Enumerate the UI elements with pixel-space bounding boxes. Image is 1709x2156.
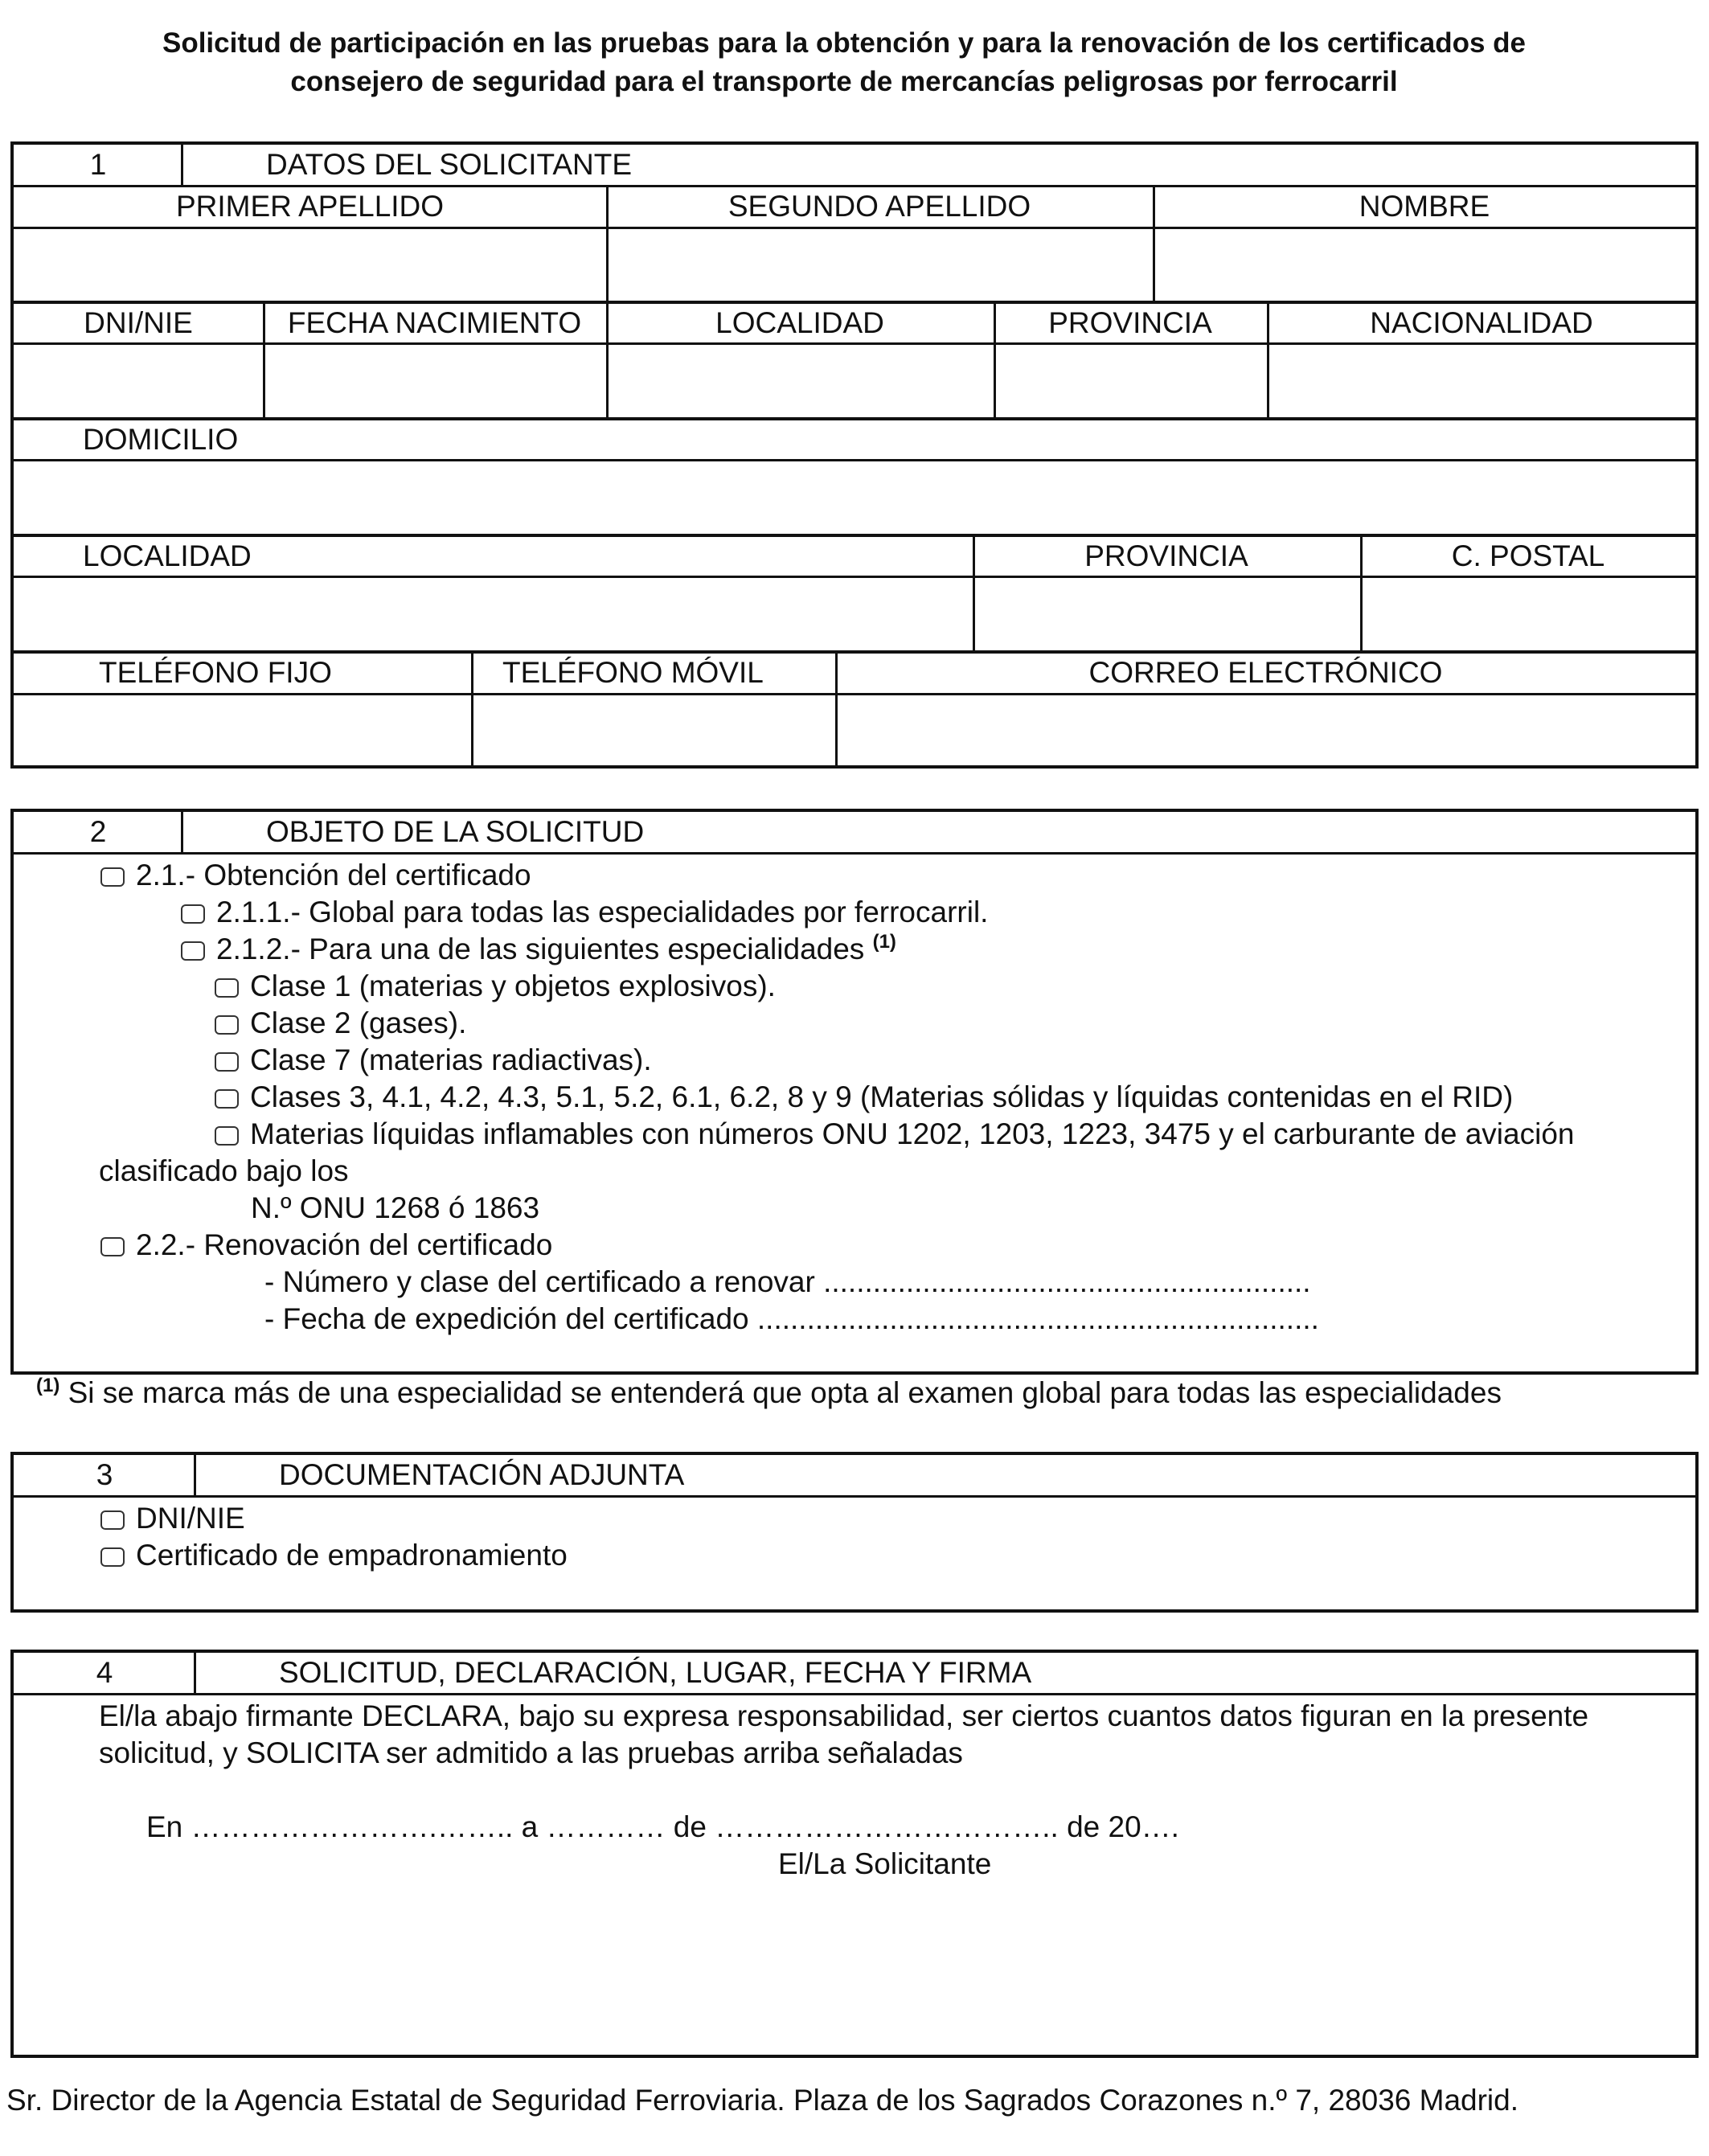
option-clase-1-label: Clase 1 (materias y objetos explosivos). [250, 969, 776, 1002]
label-telefono-movil: TELÉFONO MÓVIL [502, 656, 764, 689]
field-telefono-movil[interactable] [473, 695, 834, 766]
materias-liquidas-line-3: N.º ONU 1268 ó 1863 [251, 1191, 540, 1224]
field-segundo-apellido[interactable] [609, 228, 1152, 302]
label-correo-electronico: CORREO ELECTRÓNICO [1088, 656, 1443, 689]
addressee-footer: Sr. Director de la Agencia Estatal de Seguridad Ferroviaria. Plaza de los Sagrados Corazones n.º 7, 28036 Madrid. [6, 2084, 1519, 2117]
footnote-mark: (1) [36, 1375, 60, 1396]
checkbox-clase-1[interactable] [215, 978, 239, 998]
field-localidad-nacimiento[interactable] [609, 345, 992, 416]
option-2-1-2[interactable] [181, 931, 896, 968]
option-2-1-label: 2.1.- Obtención del certificado [136, 859, 531, 892]
checkbox-dni-nie[interactable] [100, 1510, 125, 1530]
field-provincia[interactable] [975, 578, 1359, 649]
checkbox-clase-7[interactable] [215, 1052, 239, 1072]
option-2-1[interactable] [100, 857, 531, 894]
label-domicilio: DOMICILIO [83, 423, 239, 456]
section-1-heading: DATOS DEL SOLICITANTE [266, 148, 633, 181]
section-3-attached-documents [10, 1452, 1699, 1613]
option-materias-liquidas-label: Materias líquidas inflamables con números ONU 1202, 1203, 1223, 3475 y el carburante de aviación [250, 1117, 1575, 1150]
label-nombre: NOMBRE [1359, 190, 1490, 223]
signature-area[interactable] [14, 1888, 1695, 2053]
field-primer-apellido[interactable] [14, 228, 605, 302]
materias-liquidas-line-2: clasificado bajo los [99, 1154, 349, 1187]
option-clase-7-label: Clase 7 (materias radiactivas). [250, 1043, 652, 1076]
label-localidad-nacimiento: LOCALIDAD [715, 306, 884, 339]
option-clase-2-label: Clase 2 (gases). [250, 1006, 467, 1039]
section-1-applicant-data [10, 141, 1699, 769]
field-correo-electronico[interactable] [838, 695, 1695, 766]
declaration-line-1: El/la abajo firmante DECLARA, bajo su expresa responsabilidad, ser ciertos cuantos datos figuran en la presente [99, 1699, 1589, 1732]
checkbox-materias-liquidas[interactable] [215, 1126, 239, 1146]
checkbox-2-2[interactable] [100, 1237, 125, 1256]
label-provincia: PROVINCIA [1084, 539, 1248, 572]
label-localidad: LOCALIDAD [83, 539, 252, 572]
field-telefono-fijo[interactable] [14, 695, 469, 766]
form-title-line-2: consejero de seguridad para el transporte de mercancías peligrosas por ferrocarril [290, 66, 1398, 97]
label-codigo-postal: C. POSTAL [1451, 539, 1605, 572]
label-telefono-fijo: TELÉFONO FIJO [99, 656, 332, 689]
field-provincia-nacimiento[interactable] [996, 345, 1265, 416]
label-fecha-nacimiento: FECHA NACIMIENTO [287, 306, 582, 339]
checkbox-2-1-1[interactable] [181, 904, 205, 924]
field-codigo-postal[interactable] [1363, 578, 1695, 649]
label-provincia-nacimiento: PROVINCIA [1048, 306, 1212, 339]
checkbox-clase-2[interactable] [215, 1015, 239, 1035]
option-clases-3-9[interactable] [215, 1079, 1513, 1116]
option-2-1-1-label: 2.1.1.- Global para todas las especialidades por ferrocarril. [216, 896, 989, 928]
checkbox-2-1-2[interactable] [181, 941, 205, 961]
field-localidad[interactable] [14, 578, 971, 649]
field-dni-nie[interactable] [14, 345, 261, 416]
place-date-line[interactable]: En …………………….…….. a ………… de …………………………….. de 20…. [146, 1810, 1179, 1843]
label-segundo-apellido: SEGUNDO APELLIDO [727, 190, 1031, 223]
form-title [16, 24, 1672, 101]
field-domicilio[interactable] [14, 461, 1695, 532]
label-primer-apellido: PRIMER APELLIDO [175, 190, 445, 223]
section-4-number: 4 [96, 1656, 113, 1689]
option-clase-7[interactable] [215, 1042, 652, 1079]
checkbox-empadronamiento[interactable] [100, 1547, 125, 1567]
field-nacionalidad[interactable] [1269, 345, 1695, 416]
option-clase-2[interactable] [215, 1005, 466, 1042]
field-fecha-nacimiento[interactable] [265, 345, 605, 416]
doc-empadronamiento-label: Certificado de empadronamiento [136, 1539, 568, 1572]
label-dni-nie: DNI/NIE [84, 306, 193, 339]
declaration-line-2: solicitud, y SOLICITA ser admitido a las pruebas arriba señaladas [99, 1736, 963, 1769]
section-4-heading: SOLICITUD, DECLARACIÓN, LUGAR, FECHA Y FIRMA [279, 1656, 1032, 1689]
checkbox-2-1[interactable] [100, 867, 125, 887]
section-2-request-object [10, 809, 1699, 1375]
option-materias-liquidas[interactable] [215, 1116, 1574, 1153]
field-fecha-expedicion[interactable]: - Fecha de expedición del certificado .................................................................... [264, 1302, 1319, 1335]
field-numero-clase-certificado[interactable]: - Número y clase del certificado a renovar ........................................................... [264, 1265, 1311, 1298]
footnote-text: Si se marca más de una especialidad se entenderá que opta al examen global para todas las especialidades [68, 1376, 1502, 1409]
section-2-number: 2 [89, 815, 107, 848]
option-clases-3-9-label: Clases 3, 4.1, 4.2, 4.3, 5.1, 5.2, 6.1, 6.2, 8 y 9 (Materias sólidas y líquidas contenidas en el RID) [250, 1080, 1514, 1113]
option-2-1-1[interactable] [181, 894, 988, 931]
section-1-number: 1 [89, 148, 107, 181]
field-nombre[interactable] [1155, 228, 1695, 302]
section-3-heading: DOCUMENTACIÓN ADJUNTA [279, 1458, 685, 1491]
section-3-number: 3 [96, 1458, 113, 1491]
doc-dni-nie[interactable] [100, 1500, 245, 1537]
form-title-line-1: Solicitud de participación en las pruebas para la obtención y para la renovación de los certificados de [162, 27, 1527, 59]
label-nacionalidad: NACIONALIDAD [1370, 306, 1593, 339]
doc-empadronamiento[interactable] [100, 1537, 568, 1574]
footnote-ref: (1) [872, 931, 896, 953]
section-2-heading: OBJETO DE LA SOLICITUD [266, 815, 645, 848]
footnote [36, 1375, 1502, 1412]
option-clase-1[interactable] [215, 968, 776, 1005]
signer-label: El/La Solicitante [778, 1847, 992, 1880]
option-2-2-label: 2.2.- Renovación del certificado [136, 1228, 553, 1261]
checkbox-clases-3-9[interactable] [215, 1089, 239, 1109]
option-2-1-2-label: 2.1.2.- Para una de las siguientes especialidades [216, 932, 865, 965]
option-2-2[interactable] [100, 1227, 552, 1264]
section-4-declaration [10, 1650, 1699, 2058]
doc-dni-nie-label: DNI/NIE [136, 1502, 245, 1535]
